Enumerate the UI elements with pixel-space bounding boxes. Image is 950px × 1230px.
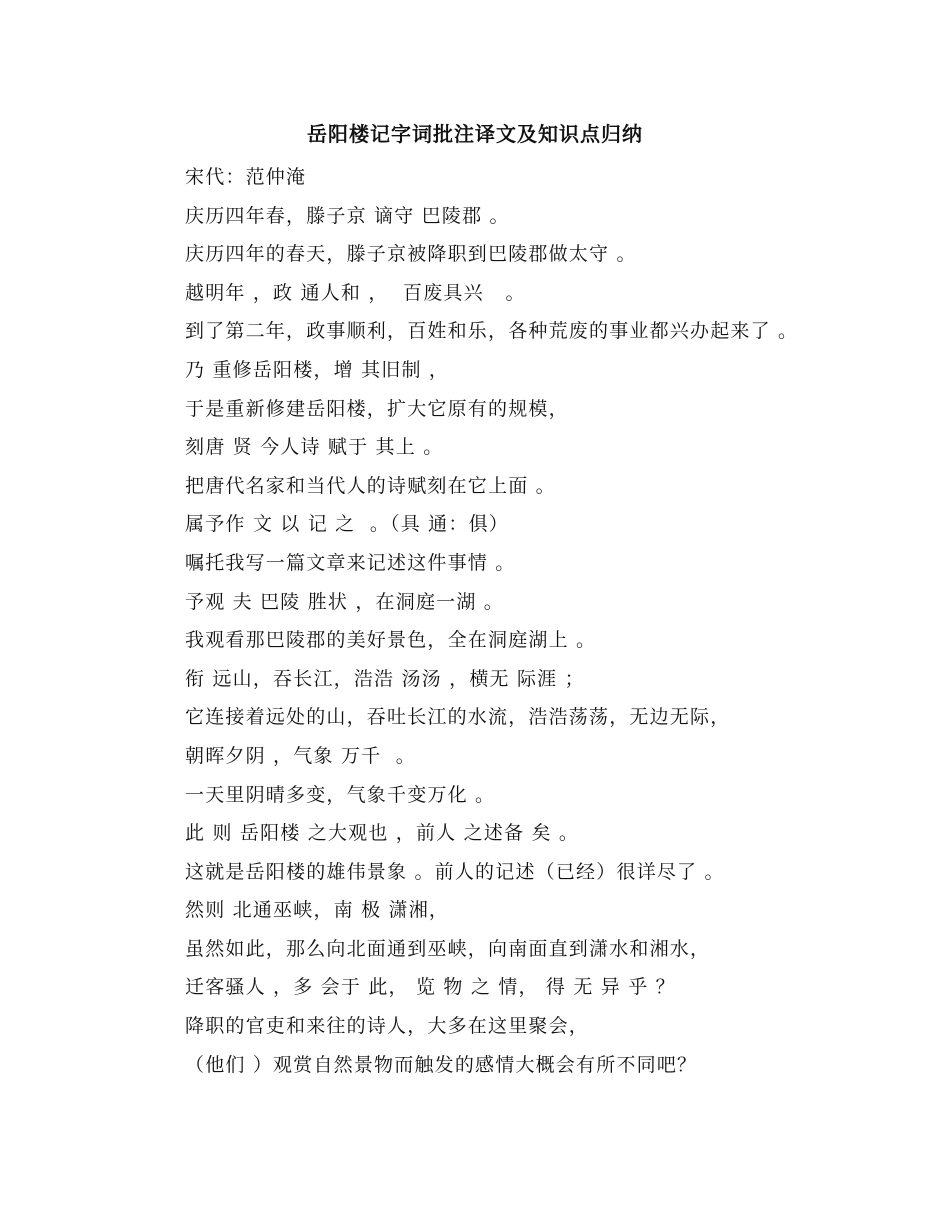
document-title: 岳阳楼记字词批注译文及知识点归纳 bbox=[307, 122, 643, 146]
text-line: 我观看那巴陵郡的美好景色，全在洞庭湖上 。 bbox=[185, 629, 597, 652]
text-line: （他们 ）观赏自然景物而触发的感情大概会有所不同吧？ bbox=[185, 1053, 698, 1076]
text-line: 朝晖夕阴 ，气象 万千 。 bbox=[185, 744, 416, 767]
text-line: 属予作 文 以 记 之 。（具 通：俱） bbox=[185, 513, 509, 536]
text-line: 一天里阴晴多变，气象千变万化 。 bbox=[185, 783, 496, 806]
text-line: 然则 北通巫峡，南 极 潇湘， bbox=[185, 899, 450, 922]
text-line: 衔 远山，吞长江，浩浩 汤汤 ，横无 际涯 ； bbox=[185, 667, 585, 690]
text-line: 这就是岳阳楼的雄伟景象 。前人的记述（已经）很详尽了 。 bbox=[185, 860, 725, 883]
text-line: 虽然如此，那么向北面通到巫峡，向南面直到潇水和湘水， bbox=[185, 937, 711, 960]
text-line: 嘱托我写一篇文章来记述这件事情 。 bbox=[185, 551, 516, 574]
document-body bbox=[145, 158, 810, 1084]
text-line: 宋代：范仲淹 bbox=[185, 166, 307, 188]
text-line: 到了第二年，政事顺利，百姓和乐，各种荒废的事业都兴办起来了 。 bbox=[185, 320, 799, 343]
text-line: 此 则 岳阳楼 之大观也 ，前人 之述备 矣 。 bbox=[185, 822, 580, 845]
text-line: 它连接着远处的山，吞吐长江的水流，浩浩荡荡，无边无际， bbox=[185, 706, 731, 729]
text-line: 把唐代名家和当代人的诗赋刻在它上面 。 bbox=[185, 474, 556, 497]
text-line: 降职的官吏和来往的诗人，大多在这里聚会， bbox=[185, 1015, 590, 1038]
text-line: 刻唐 贤 今人诗 赋于 其上 。 bbox=[185, 436, 444, 459]
text-line: 庆历四年春，滕子京 谪守 巴陵郡 。 bbox=[185, 204, 510, 227]
text-line: 迁客骚人 ，多 会于 此， 览 物 之 情， 得 无 异 乎 ？ bbox=[185, 976, 676, 999]
text-line: 予观 夫 巴陵 胜状 ，在洞庭一湖 。 bbox=[185, 590, 504, 613]
text-line: 于是重新修建岳阳楼，扩大它原有的规模， bbox=[185, 397, 569, 420]
text-line: 庆历四年的春天，滕子京被降职到巴陵郡做太守 。 bbox=[185, 243, 637, 266]
text-line: 乃 重修岳阳楼，增 其旧制 ， bbox=[185, 358, 450, 381]
text-line: 越明年 ，政 通人和 ， 百废具兴 。 bbox=[185, 281, 526, 304]
